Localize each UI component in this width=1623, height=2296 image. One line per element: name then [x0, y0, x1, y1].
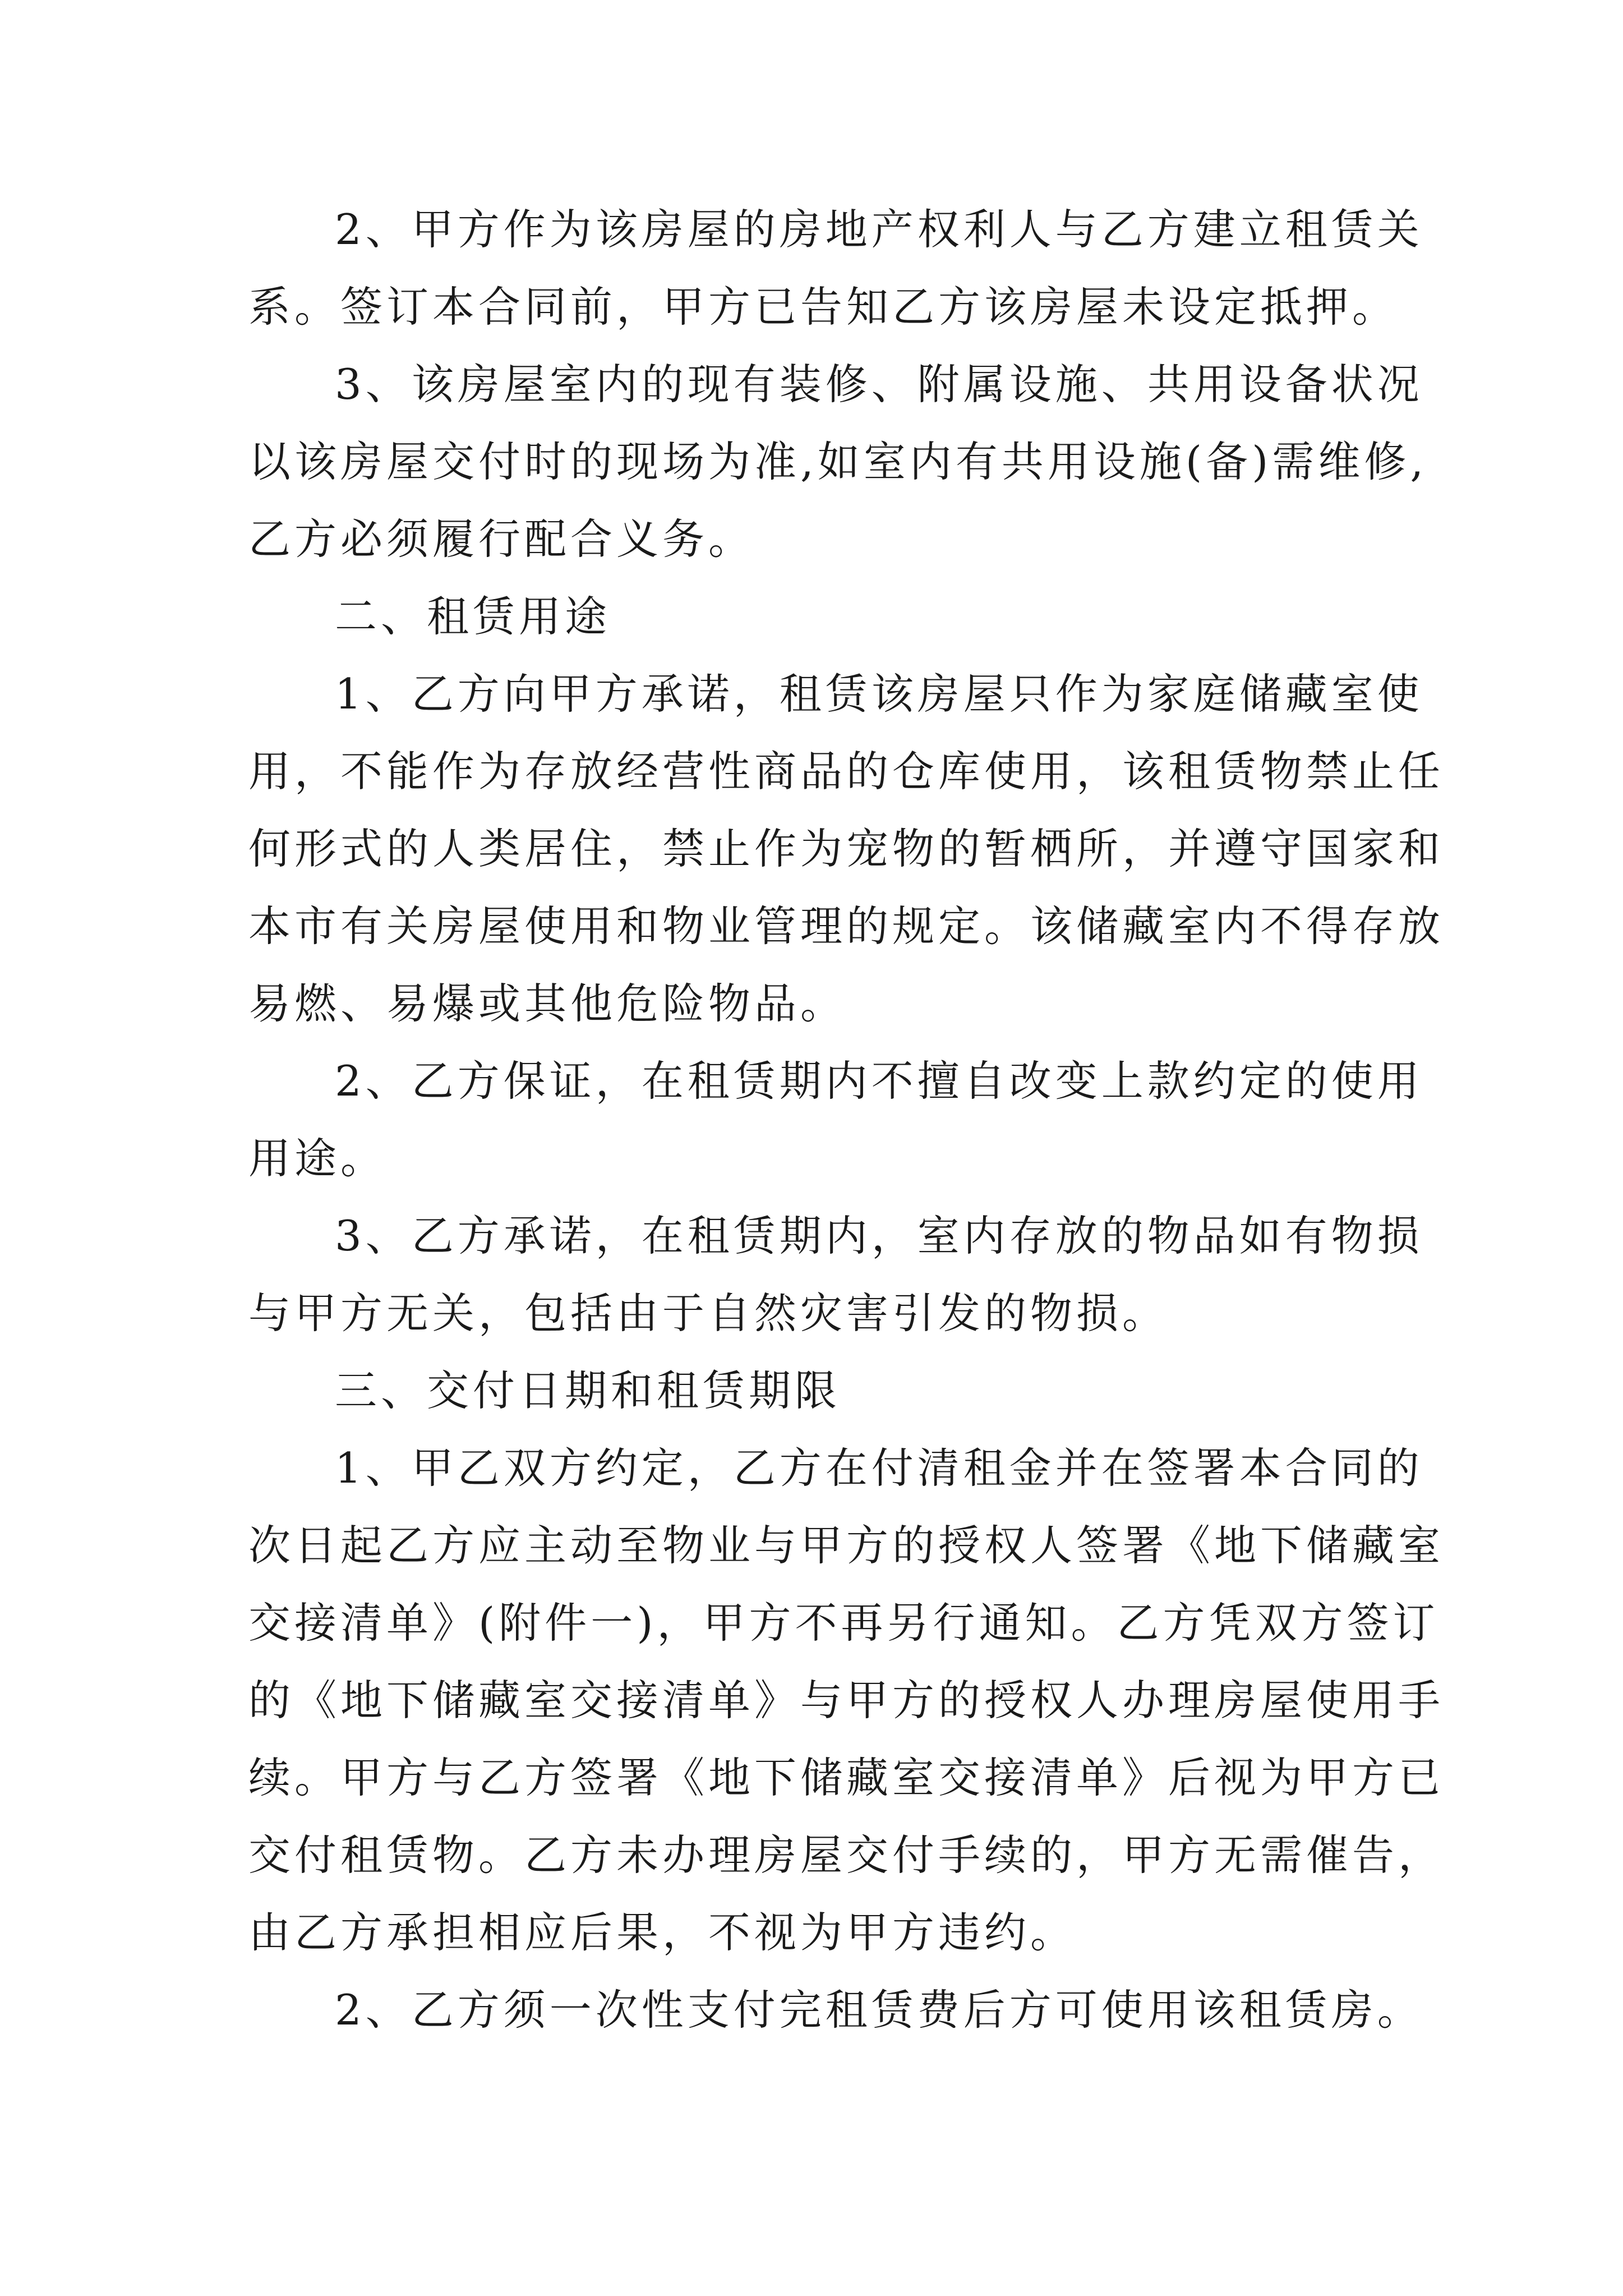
- text-line: 1、乙方向甲方承诺，租赁该房屋只作为家庭储藏室使: [335, 669, 1423, 719]
- text-line: 1、甲乙双方约定，乙方在付清租金并在签署本合同的: [335, 1443, 1423, 1493]
- text-line: 由乙方承担相应后果，不视为甲方违约。: [248, 1908, 1077, 1957]
- text-line: 续。甲方与乙方签署《地下储藏室交接清单》后视为甲方已: [248, 1753, 1445, 1802]
- text-line: 用途。: [248, 1134, 387, 1183]
- text-line: 2、乙方须一次性支付完租赁费后方可使用该租赁房。: [335, 1985, 1423, 2035]
- text-line: 系。签订本合同前，甲方已告知乙方该房屋未设定抵押。: [248, 282, 1399, 332]
- text-line: 交付租赁物。乙方未办理房屋交付手续的，甲方无需催告，: [248, 1830, 1445, 1880]
- text-line: 易燃、易爆或其他危险物品。: [248, 979, 847, 1028]
- contract-text-body: [248, 191, 1445, 2049]
- text-line: 2、乙方保证，在租赁期内不擅自改变上款约定的使用: [335, 1056, 1423, 1106]
- text-line: 次日起乙方应主动至物业与甲方的授权人签署《地下储藏室: [248, 1521, 1445, 1570]
- text-line: 本市有关房屋使用和物业管理的规定。该储藏室内不得存放: [248, 901, 1445, 951]
- text-line: 3、乙方承诺，在租赁期内，室内存放的物品如有物损: [335, 1211, 1423, 1260]
- text-line: 乙方必须履行配合义务。: [248, 514, 755, 564]
- section-heading: 三、交付日期和租赁期限: [335, 1366, 841, 1415]
- section-heading: 二、租赁用途: [335, 592, 611, 641]
- text-line: 3、该房屋室内的现有装修、附属设施、共用设备状况: [335, 360, 1423, 409]
- text-line: 与甲方无关，包括由于自然灾害引发的物损。: [248, 1289, 1169, 1338]
- text-line: 的《地下储藏室交接清单》与甲方的授权人办理房屋使用手: [248, 1676, 1445, 1725]
- text-line: 何形式的人类居住，禁止作为宠物的暂栖所，并遵守国家和: [248, 824, 1445, 873]
- text-line: 2、甲方作为该房屋的房地产权利人与乙方建立租赁关: [335, 205, 1423, 254]
- text-line: 以该房屋交付时的现场为准,如室内有共用设施(备)需维修,: [248, 437, 1428, 486]
- text-line: 用，不能作为存放经营性商品的仓库使用，该租赁物禁止任: [248, 747, 1445, 796]
- text-line: 交接清单》(附件一)，甲方不再另行通知。乙方凭双方签订: [248, 1598, 1439, 1648]
